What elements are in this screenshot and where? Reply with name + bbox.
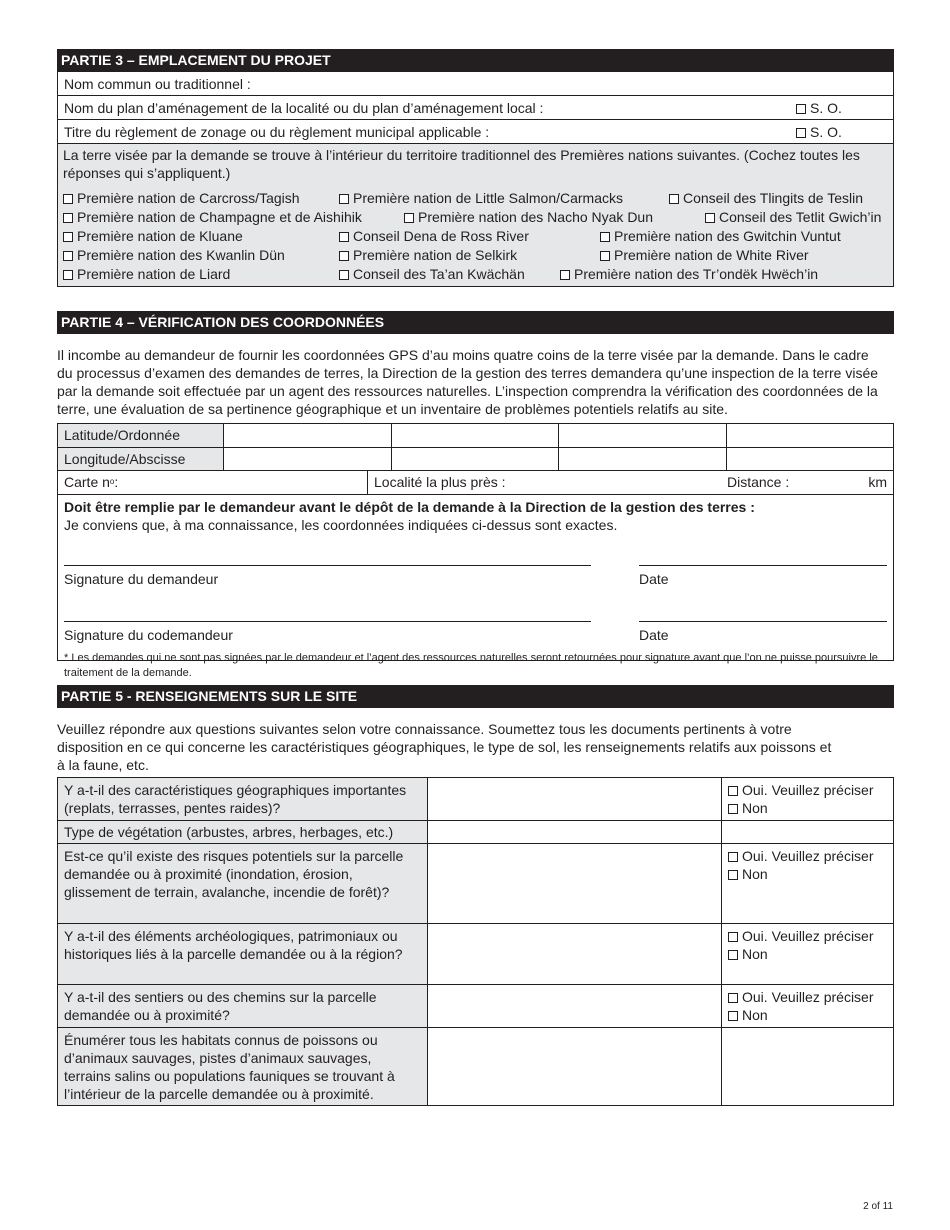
nation-label: Première nation des Gwitchin Vuntut <box>614 228 841 244</box>
answer-cell[interactable] <box>722 820 894 843</box>
nation-option[interactable] <box>63 265 230 283</box>
checkbox-icon[interactable] <box>63 270 73 280</box>
part4-heading: PARTIE 4 – VÉRIFICATION DES COORDONNÉES <box>57 311 894 334</box>
nearest-locality-label: Localité la plus près : <box>374 474 506 490</box>
common-name-row[interactable] <box>58 72 893 96</box>
map-number-field[interactable]: Carte n o : <box>58 471 368 494</box>
no-option[interactable] <box>728 799 887 817</box>
declaration-block <box>58 495 893 679</box>
site-question-row <box>58 777 894 820</box>
nation-label: Conseil des Tetlit Gwich’in <box>719 209 882 225</box>
nation-label: Première nation de Champagne et de Aishihik <box>77 209 362 225</box>
checkbox-icon[interactable] <box>600 232 610 242</box>
no-label: Non <box>742 799 768 816</box>
site-question-row <box>58 984 894 1027</box>
nation-option[interactable] <box>63 208 362 226</box>
nation-option[interactable] <box>339 246 517 264</box>
nation-label: Première nation de Carcross/Tagish <box>77 190 300 206</box>
nation-label: Première nation de Kluane <box>77 228 243 244</box>
km-unit: km <box>868 474 887 490</box>
checkbox-icon[interactable] <box>339 194 349 204</box>
checkbox-icon[interactable] <box>63 232 73 242</box>
site-info-table <box>57 777 894 1106</box>
yes-label: Oui. Veuillez préciser <box>742 781 874 798</box>
nations-grid <box>63 189 888 283</box>
coordinates-box <box>57 423 894 679</box>
checkbox-icon[interactable] <box>728 786 738 796</box>
latitude-row <box>58 424 893 447</box>
distance-label: Distance : <box>727 474 790 490</box>
nation-label: Première nation de Liard <box>77 266 231 282</box>
site-question-row <box>58 1027 894 1105</box>
part3-box <box>57 72 894 287</box>
nation-label: Première nation des Kwanlin Dün <box>77 247 285 263</box>
longitude-label: Longitude/Abscisse <box>58 447 223 470</box>
map-row <box>58 471 893 495</box>
page-number: 2 of 11 <box>863 1201 893 1212</box>
form-page <box>57 49 894 1106</box>
checkbox-icon[interactable] <box>728 993 738 1003</box>
checkbox-icon[interactable] <box>728 870 738 880</box>
part3-heading: PARTIE 3 – EMPLACEMENT DU PROJET <box>57 49 894 72</box>
yes-option[interactable] <box>728 781 887 799</box>
yes-option[interactable] <box>728 988 887 1006</box>
checkbox-icon[interactable] <box>728 804 738 814</box>
yes-label: Oui. Veuillez préciser <box>742 847 874 864</box>
map-number-colon: : <box>114 474 119 490</box>
coapplicant-signature-line[interactable] <box>64 621 591 622</box>
yes-no-options <box>722 923 894 984</box>
nation-option[interactable] <box>600 227 841 245</box>
yes-option[interactable] <box>728 927 887 945</box>
nation-label: Conseil Dena de Ross River <box>353 228 529 244</box>
nation-label: Conseil des Tlingits de Teslin <box>683 190 864 206</box>
common-name-label: Nom commun ou traditionnel : <box>64 75 251 92</box>
checkbox-icon[interactable] <box>339 251 349 261</box>
answer-cell[interactable] <box>428 984 722 1027</box>
answer-cell[interactable] <box>428 1027 722 1105</box>
checkbox-icon[interactable] <box>796 104 806 114</box>
longitude-cell[interactable] <box>223 447 391 470</box>
longitude-cell[interactable] <box>726 447 893 470</box>
part5-heading: PARTIE 5 - RENSEIGNEMENTS SUR LE SITE <box>57 685 894 708</box>
checkbox-icon[interactable] <box>404 213 414 223</box>
plan-name-label: Nom du plan d’aménagement de la localité ou du plan d’aménagement local : <box>64 99 544 116</box>
answer-cell[interactable] <box>428 820 722 843</box>
latitude-cell[interactable] <box>391 424 558 447</box>
no-option[interactable] <box>728 945 887 963</box>
checkbox-icon[interactable] <box>728 950 738 960</box>
latitude-cell[interactable] <box>726 424 893 447</box>
yes-option[interactable] <box>728 847 887 865</box>
question-label: Est-ce qu’il existe des risques potentiels sur la parcelle demandée ou à proximité (inondation, érosion, glissement de terrain, avalanche, incendie de forêt)? <box>58 843 428 923</box>
site-question-row <box>58 923 894 984</box>
nation-label: Première nation de Little Salmon/Carmacks <box>353 190 624 206</box>
footnote: * Les demandes qui ne sont pas signées par le demandeur et l’agent des ressources naturelles seront retournées pour signature avant que l’on ne puisse poursuivre le traitement de la demande. <box>64 651 878 679</box>
plan-na-option[interactable] <box>796 99 842 117</box>
site-question-row <box>58 820 894 843</box>
latitude-cell[interactable] <box>223 424 391 447</box>
nation-option[interactable] <box>669 189 863 207</box>
nation-option[interactable] <box>63 189 300 207</box>
part5-intro: Veuillez répondre aux questions suivantes selon votre connaissance. Soumettez tous les documents pertinents à votre disposition en ce qui concerne les caractéristiques géographiques, le type de sol, les renseignements relatifs aux poissons et à la faune, etc. <box>57 720 832 773</box>
checkbox-icon[interactable] <box>728 852 738 862</box>
nation-option[interactable] <box>339 265 525 283</box>
no-label: Non <box>742 865 768 882</box>
declaration-text: Je conviens que, à ma connaissance, les coordonnées indiquées ci-dessus sont exactes. <box>64 516 618 533</box>
checkbox-icon[interactable] <box>339 232 349 242</box>
nation-option[interactable] <box>560 265 818 283</box>
coapplicant-signature-label: Signature du codemandeur <box>64 626 233 643</box>
date-label: Date <box>639 570 669 587</box>
latitude-label: Latitude/Ordonnée <box>58 424 223 447</box>
answer-cell[interactable] <box>722 1027 894 1105</box>
plan-na-label: S. O. <box>810 99 842 116</box>
longitude-cell[interactable] <box>558 447 726 470</box>
zoning-row[interactable] <box>58 120 893 144</box>
latitude-cell[interactable] <box>558 424 726 447</box>
answer-cell[interactable] <box>428 923 722 984</box>
question-label: Y a-t-il des caractéristiques géographiques importantes (replats, terrasses, pentes raides)? <box>58 777 428 820</box>
zoning-na-option[interactable] <box>796 123 842 141</box>
yes-label: Oui. Veuillez préciser <box>742 927 874 944</box>
no-label: Non <box>742 1006 768 1023</box>
yes-label: Oui. Veuillez préciser <box>742 988 874 1005</box>
checkbox-icon[interactable] <box>705 213 715 223</box>
nation-option[interactable] <box>339 189 623 207</box>
date-line[interactable] <box>639 565 887 566</box>
nearest-locality-field[interactable] <box>368 471 893 494</box>
answer-cell[interactable] <box>428 843 722 923</box>
yes-no-options <box>722 777 894 820</box>
nation-label: Première nation de Selkirk <box>353 247 518 263</box>
question-label: Type de végétation (arbustes, arbres, herbages, etc.) <box>58 820 428 843</box>
checkbox-icon[interactable] <box>728 932 738 942</box>
site-question-row <box>58 843 894 923</box>
checkbox-icon[interactable] <box>560 270 570 280</box>
checkbox-icon[interactable] <box>669 194 679 204</box>
zoning-na-label: S. O. <box>810 123 842 140</box>
checkbox-icon[interactable] <box>339 270 349 280</box>
nation-label: Conseil des Ta’an Kwächän <box>353 266 525 282</box>
nations-block <box>58 144 893 286</box>
answer-cell[interactable] <box>428 777 722 820</box>
nation-label: Première nation des Nacho Nyak Dun <box>418 209 654 225</box>
nation-option[interactable] <box>339 227 529 245</box>
zoning-label: Titre du règlement de zonage ou du règlement municipal applicable : <box>64 123 490 140</box>
checkbox-icon[interactable] <box>796 128 806 138</box>
longitude-cell[interactable] <box>391 447 558 470</box>
question-label: Y a-t-il des sentiers ou des chemins sur la parcelle demandée ou à proximité? <box>58 984 428 1027</box>
checkbox-icon[interactable] <box>63 251 73 261</box>
nation-option[interactable] <box>63 227 243 245</box>
nation-label: Première nation de White River <box>614 247 809 263</box>
applicant-signature-label: Signature du demandeur <box>64 570 219 587</box>
date-label: Date <box>639 626 669 643</box>
checkbox-icon[interactable] <box>63 194 73 204</box>
no-option[interactable] <box>728 1006 887 1024</box>
part4-intro: Il incombe au demandeur de fournir les coordonnées GPS d’au moins quatre coins de la terre visée par la demande. Dans le cadre du processus d’examen des demandes de terres, la Direction de la gestion des terres demandera qu’une inspection de la terre visée par la demande soit effectuée par un agent des ressources naturelles. L’inspection comprendra la vérification des coordonnées de la terre, une évaluation de sa pertinence géographique et un inventaire de problèmes potentiels relatifs au site. <box>57 347 879 417</box>
applicant-signature-line[interactable] <box>64 565 591 566</box>
territory-intro: La terre visée par la demande se trouve à l’intérieur du territoire traditionnel des Premières nations suivantes. (Cochez toutes les réponses qui s’appliquent.) <box>63 147 860 181</box>
no-option[interactable] <box>728 865 887 883</box>
question-label: Y a-t-il des éléments archéologiques, patrimoniaux ou historiques liés à la parcelle demandée ou à la région? <box>58 923 428 984</box>
checkbox-icon[interactable] <box>600 251 610 261</box>
checkbox-icon[interactable] <box>63 213 73 223</box>
plan-name-row[interactable] <box>58 96 893 120</box>
longitude-row <box>58 447 893 470</box>
nation-option[interactable] <box>63 246 285 264</box>
nation-option[interactable] <box>404 208 653 226</box>
question-label: Énumérer tous les habitats connus de poissons ou d’animaux sauvages, pistes d’animaux sauvages, terrains salins ou populations fauniques se trouvant à l’intérieur de la parcelle demandée ou à proximité. <box>58 1027 428 1105</box>
nation-label: Première nation des Tr’ondëk Hwëch’in <box>574 266 819 282</box>
yes-no-options <box>722 984 894 1027</box>
date-line[interactable] <box>639 621 887 622</box>
checkbox-icon[interactable] <box>728 1011 738 1021</box>
nation-option[interactable] <box>600 246 809 264</box>
declaration-title: Doit être remplie par le demandeur avant le dépôt de la demande à la Direction de la gestion des terres : <box>64 498 755 515</box>
yes-no-options <box>722 843 894 923</box>
nation-option[interactable] <box>705 208 881 226</box>
map-number-label: Carte n <box>64 474 110 490</box>
coordinates-table <box>58 424 893 471</box>
no-label: Non <box>742 945 768 962</box>
